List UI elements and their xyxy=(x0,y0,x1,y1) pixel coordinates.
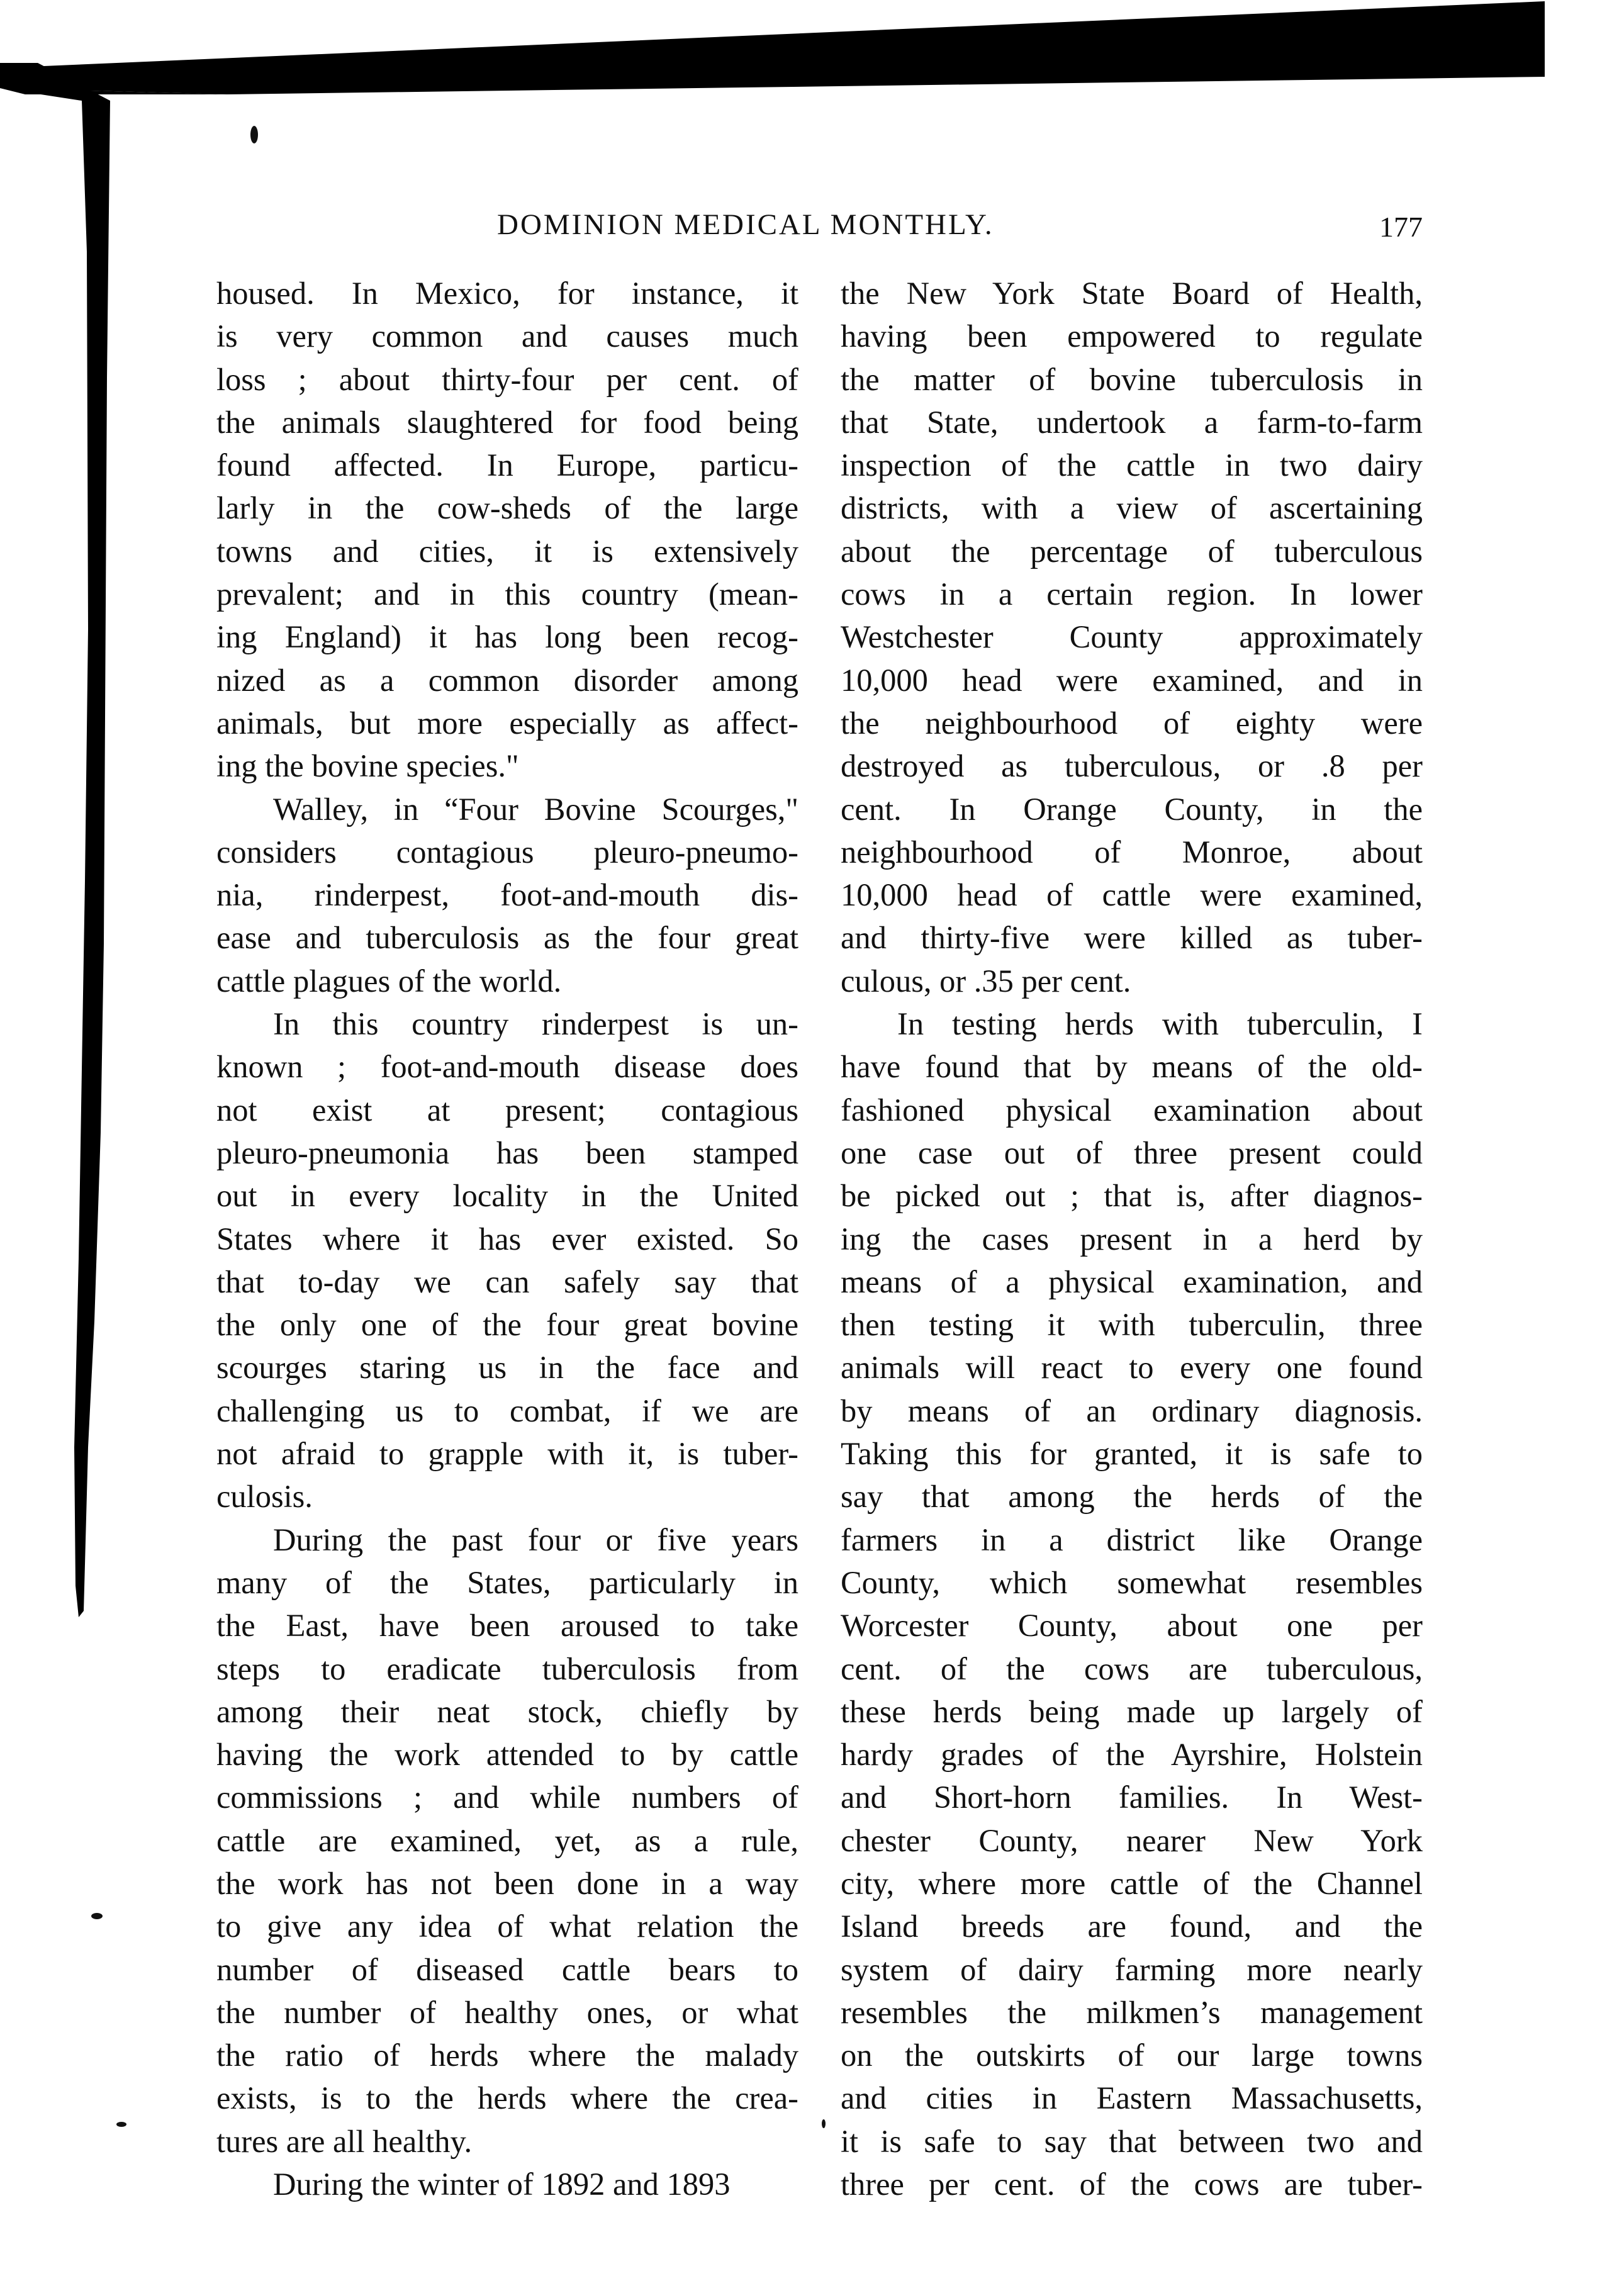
ink-speck xyxy=(250,126,258,143)
text-line: cent. of the cows are tuberculous, xyxy=(841,1651,1423,1686)
text-line: loss ; about thirty-four per cent. of xyxy=(216,361,798,397)
text-line: means of a physical examination, and xyxy=(841,1264,1423,1299)
text-line: resembles the milkmen’s management xyxy=(841,1994,1423,2030)
text-line: then testing it with tuberculin, three xyxy=(841,1307,1423,1343)
ink-speck xyxy=(822,2119,826,2128)
text-line: challenging us to combat, if we are xyxy=(216,1393,798,1428)
text-line: many of the States, particularly in xyxy=(216,1564,798,1600)
scan-border-spine xyxy=(0,0,126,2293)
text-line: cattle are examined, yet, as a rule, xyxy=(216,1822,798,1858)
text-line: the neighbourhood of eighty were xyxy=(841,705,1423,741)
text-line: three per cent. of the cows are tuber- xyxy=(841,2167,1423,2202)
text-line: culosis. xyxy=(216,1479,313,1515)
text-line: it is safe to say that between two and xyxy=(841,2123,1423,2159)
text-line: Walley, in “Four Bovine Scourges," xyxy=(273,791,798,827)
text-line: say that among the herds of the xyxy=(841,1479,1423,1515)
text-line: having been empowered to regulate xyxy=(841,318,1423,354)
text-line: among their neat stock, chiefly by xyxy=(216,1693,798,1729)
text-line: is very common and causes much xyxy=(216,318,798,354)
text-line: ing England) it has long been recog- xyxy=(216,619,798,655)
text-line: destroyed as tuberculous, or .8 per xyxy=(841,748,1423,784)
text-line: out in every locality in the United xyxy=(216,1178,798,1214)
text-line: and cities in Eastern Massachusetts, xyxy=(841,2080,1423,2116)
text-line: system of dairy farming more nearly xyxy=(841,1951,1423,1987)
text-line: the East, have been aroused to take xyxy=(216,1608,798,1644)
text-line: that to-day we can safely say that xyxy=(216,1264,798,1299)
text-line: Westchester County approximately xyxy=(841,619,1423,655)
text-line: not afraid to grapple with it, is tuber- xyxy=(216,1436,798,1472)
text-line: animals, but more especially as affect- xyxy=(216,705,798,741)
text-column-right xyxy=(841,272,1423,2206)
text-line: In testing herds with tuberculin, I xyxy=(897,1006,1423,1042)
text-line: States where it has ever existed. So xyxy=(216,1221,798,1257)
text-line: districts, with a view of ascertaining xyxy=(841,490,1423,526)
text-line: that State, undertook a farm-to-farm xyxy=(841,404,1423,440)
scan-border-top xyxy=(0,0,1624,94)
text-line: ing the cases present in a herd by xyxy=(841,1221,1423,1257)
text-line: fashioned physical examination about xyxy=(841,1092,1423,1128)
text-line: and thirty-five were killed as tuber- xyxy=(841,920,1423,956)
text-line: these herds being made up largely of xyxy=(841,1693,1423,1729)
text-line: scourges staring us in the face and xyxy=(216,1350,798,1386)
text-line: the matter of bovine tuberculosis in xyxy=(841,361,1423,397)
text-line: the ratio of herds where the malady xyxy=(216,2038,798,2073)
text-line: tures are all healthy. xyxy=(216,2123,473,2159)
text-line: farmers in a district like Orange xyxy=(841,1522,1423,1557)
text-line: larly in the cow-sheds of the large xyxy=(216,490,798,526)
text-line: During the winter of 1892 and 1893 xyxy=(273,2167,731,2202)
text-line: the work has not been done in a way xyxy=(216,1865,798,1901)
text-line: number of diseased cattle bears to xyxy=(216,1951,798,1987)
running-head xyxy=(0,208,1624,252)
text-line: County, which somewhat resembles xyxy=(841,1564,1423,1600)
text-line: by means of an ordinary diagnosis. xyxy=(841,1393,1423,1428)
text-line: exists, is to the herds where the crea- xyxy=(216,2080,798,2116)
text-line: to give any idea of what relation the xyxy=(216,1909,798,1944)
text-line: city, where more cattle of the Channel xyxy=(841,1865,1423,1901)
text-line: housed. In Mexico, for instance, it xyxy=(216,276,798,311)
text-line: towns and cities, it is extensively xyxy=(216,533,798,569)
text-line: prevalent; and in this country (mean- xyxy=(216,576,798,612)
text-line: one case out of three present could xyxy=(841,1135,1423,1170)
text-line: nized as a common disorder among xyxy=(216,662,798,698)
text-line: 10,000 head of cattle were examined, xyxy=(841,877,1423,913)
journal-title: DOMINION MEDICAL MONTHLY. xyxy=(497,208,994,241)
text-line: and Short-horn families. In West- xyxy=(841,1780,1423,1815)
text-line: be picked out ; that is, after diagnos- xyxy=(841,1178,1423,1214)
text-line: animals will react to every one found xyxy=(841,1350,1423,1386)
text-line: pleuro-pneumonia has been stamped xyxy=(216,1135,798,1170)
text-line: found affected. In Europe, particu- xyxy=(216,447,798,483)
text-line: steps to eradicate tuberculosis from xyxy=(216,1651,798,1686)
text-line: chester County, nearer New York xyxy=(841,1822,1423,1858)
text-line: not exist at present; contagious xyxy=(216,1092,798,1128)
text-column-left xyxy=(216,272,798,2206)
text-line: During the past four or five years xyxy=(273,1522,798,1557)
text-line: Taking this for granted, it is safe to xyxy=(841,1436,1423,1472)
ink-speck xyxy=(91,1913,103,1919)
text-line: known ; foot-and-mouth disease does xyxy=(216,1049,798,1085)
text-line: the only one of the four great bovine xyxy=(216,1307,798,1343)
text-line: 10,000 head were examined, and in xyxy=(841,662,1423,698)
text-line: Worcester County, about one per xyxy=(841,1608,1423,1644)
text-line: having the work attended to by cattle xyxy=(216,1737,798,1773)
text-line: the New York State Board of Health, xyxy=(841,276,1423,311)
ink-speck xyxy=(116,2122,126,2127)
text-line: considers contagious pleuro-pneumo- xyxy=(216,834,798,870)
text-line: hardy grades of the Ayrshire, Holstein xyxy=(841,1737,1423,1773)
text-line: neighbourhood of Monroe, about xyxy=(841,834,1423,870)
text-line: the animals slaughtered for food being xyxy=(216,404,798,440)
text-line: nia, rinderpest, foot-and-mouth dis- xyxy=(216,877,798,913)
text-line: inspection of the cattle in two dairy xyxy=(841,447,1423,483)
text-line: cattle plagues of the world. xyxy=(216,963,562,999)
text-line: the number of healthy ones, or what xyxy=(216,1994,798,2030)
text-line: ease and tuberculosis as the four great xyxy=(216,920,798,956)
text-line: about the percentage of tuberculous xyxy=(841,533,1423,569)
text-line: cent. In Orange County, in the xyxy=(841,791,1423,827)
text-line: cows in a certain region. In lower xyxy=(841,576,1423,612)
page-number: 177 xyxy=(1379,211,1423,243)
text-line: Island breeds are found, and the xyxy=(841,1909,1423,1944)
text-line: ing the bovine species." xyxy=(216,748,519,784)
text-line: on the outskirts of our large towns xyxy=(841,2038,1423,2073)
text-line: culous, or .35 per cent. xyxy=(841,963,1131,999)
text-line: commissions ; and while numbers of xyxy=(216,1780,798,1815)
text-line: have found that by means of the old- xyxy=(841,1049,1423,1085)
text-line: In this country rinderpest is un- xyxy=(273,1006,798,1042)
